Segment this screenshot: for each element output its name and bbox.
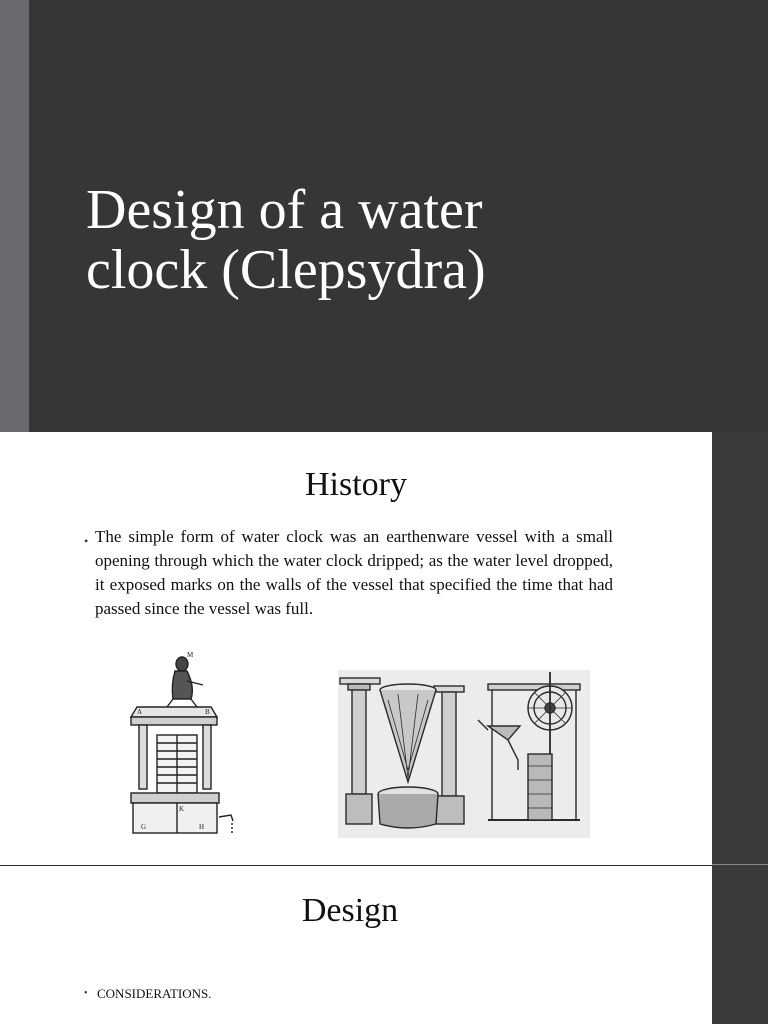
conical-clepsydra-engraving-image (338, 670, 590, 838)
title-slide (0, 0, 768, 432)
title-line-1: Design of a water (86, 179, 483, 241)
label-a: A (137, 708, 143, 716)
right-margin-strip (712, 432, 768, 1024)
label-g: G (141, 823, 147, 831)
history-bullet-text: The simple form of water clock was an earthenware vessel with a small opening through which the water clock dripped; as the water level dropped, it exposed marks on the walls of the vessel that specified the time that had passed since the vessel was full. (95, 527, 613, 618)
design-slide (0, 866, 712, 1024)
slide-separator (712, 864, 768, 865)
slide-title (86, 180, 706, 300)
considerations-text: CONSIDERATIONS. (97, 986, 212, 1001)
bullet-icon: • (84, 534, 89, 548)
water-clock-engraving-image (115, 647, 243, 837)
label-m: M (187, 651, 194, 659)
design-heading: Design (301, 892, 399, 929)
history-heading: History (305, 466, 407, 503)
title-line-2: clock (Clepsydra) (86, 239, 486, 301)
label-h: H (199, 823, 205, 831)
history-slide (0, 432, 712, 865)
bullet-icon: • (84, 988, 88, 999)
accent-bar (0, 0, 29, 432)
label-k: K (179, 805, 185, 813)
label-b: B (205, 708, 210, 716)
